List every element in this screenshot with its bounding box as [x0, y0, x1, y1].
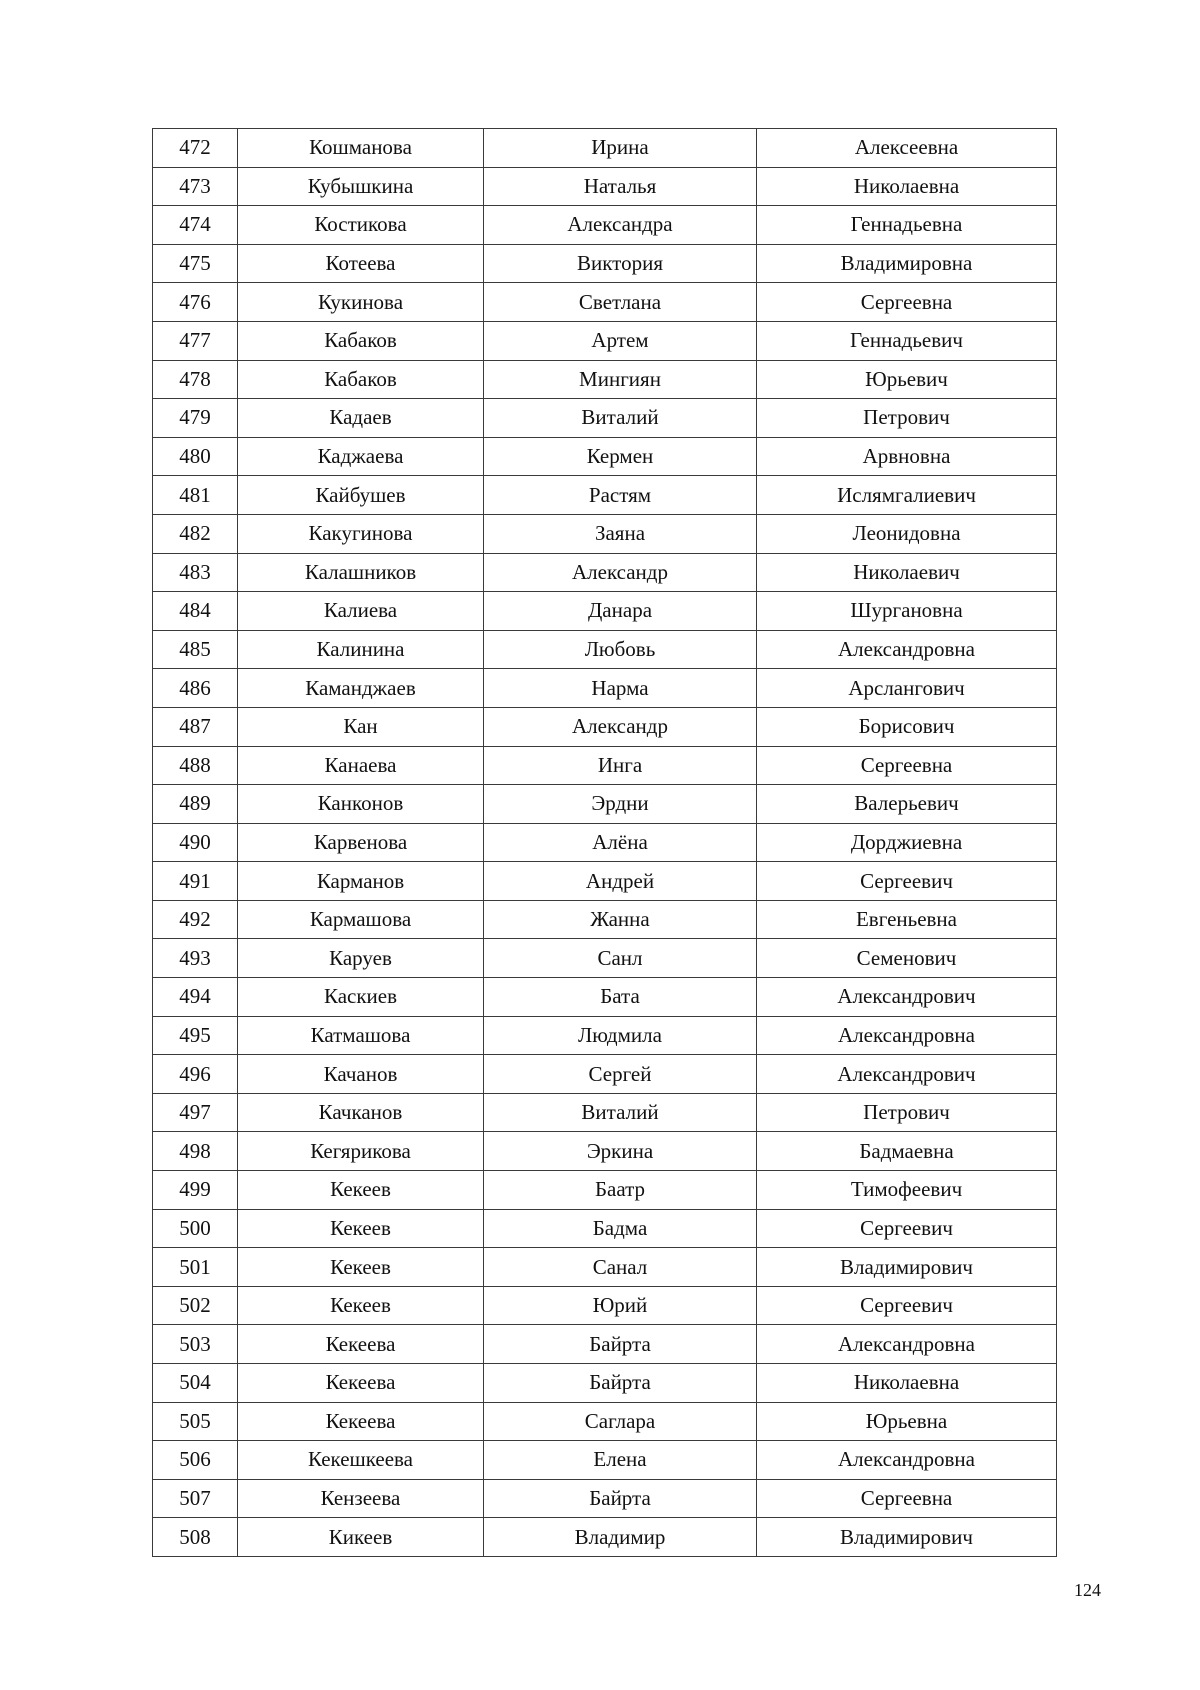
patronymic-cell: Александровна [757, 1016, 1057, 1055]
first-name-cell: Александр [484, 707, 757, 746]
table-row [153, 283, 1057, 322]
patronymic-cell: Владимирович [757, 1248, 1057, 1287]
first-name-cell: Эркина [484, 1132, 757, 1171]
first-name-cell: Ирина [484, 129, 757, 168]
table-row [153, 900, 1057, 939]
row-number-cell: 500 [153, 1209, 238, 1248]
patronymic-cell: Николаевна [757, 1364, 1057, 1403]
table-row [153, 244, 1057, 283]
row-number-cell: 490 [153, 823, 238, 862]
first-name-cell: Виталий [484, 1093, 757, 1132]
row-number-cell: 501 [153, 1248, 238, 1287]
row-number-cell: 474 [153, 206, 238, 245]
patronymic-cell: Шургановна [757, 592, 1057, 631]
surname-cell: Карманов [238, 862, 484, 901]
row-number-cell: 483 [153, 553, 238, 592]
table-row [153, 553, 1057, 592]
table-row [153, 939, 1057, 978]
patronymic-cell: Александровна [757, 630, 1057, 669]
patronymic-cell: Арвновна [757, 437, 1057, 476]
table-row [153, 1171, 1057, 1210]
patronymic-cell: Сергеевич [757, 1209, 1057, 1248]
table-row [153, 1055, 1057, 1094]
first-name-cell: Сергей [484, 1055, 757, 1094]
table-row [153, 746, 1057, 785]
table-row [153, 785, 1057, 824]
row-number-cell: 493 [153, 939, 238, 978]
first-name-cell: Артем [484, 321, 757, 360]
surname-cell: Кайбушев [238, 476, 484, 515]
surname-cell: Качанов [238, 1055, 484, 1094]
surname-cell: Каманджаев [238, 669, 484, 708]
first-name-cell: Владимир [484, 1518, 757, 1557]
row-number-cell: 475 [153, 244, 238, 283]
surname-cell: Кекеев [238, 1209, 484, 1248]
surname-cell: Кабаков [238, 360, 484, 399]
row-number-cell: 480 [153, 437, 238, 476]
surname-cell: Кубышкина [238, 167, 484, 206]
surname-cell: Каджаева [238, 437, 484, 476]
patronymic-cell: Дорджиевна [757, 823, 1057, 862]
first-name-cell: Баатр [484, 1171, 757, 1210]
patronymic-cell: Сергеевна [757, 1479, 1057, 1518]
first-name-cell: Эрдни [484, 785, 757, 824]
surname-cell: Кекеев [238, 1171, 484, 1210]
surname-cell: Кадаев [238, 399, 484, 438]
row-number-cell: 492 [153, 900, 238, 939]
patronymic-cell: Борисович [757, 707, 1057, 746]
table-row [153, 1286, 1057, 1325]
row-number-cell: 499 [153, 1171, 238, 1210]
row-number-cell: 489 [153, 785, 238, 824]
name-list-table [152, 128, 1057, 1557]
surname-cell: Катмашова [238, 1016, 484, 1055]
table-row [153, 1364, 1057, 1403]
patronymic-cell: Тимофеевич [757, 1171, 1057, 1210]
row-number-cell: 481 [153, 476, 238, 515]
first-name-cell: Бата [484, 978, 757, 1017]
first-name-cell: Александра [484, 206, 757, 245]
surname-cell: Кегярикова [238, 1132, 484, 1171]
patronymic-cell: Евгеньевна [757, 900, 1057, 939]
patronymic-cell: Александрович [757, 978, 1057, 1017]
patronymic-cell: Петрович [757, 399, 1057, 438]
first-name-cell: Саглара [484, 1402, 757, 1441]
surname-cell: Калиева [238, 592, 484, 631]
patronymic-cell: Сергеевна [757, 746, 1057, 785]
first-name-cell: Нарма [484, 669, 757, 708]
surname-cell: Каруев [238, 939, 484, 978]
surname-cell: Кекеев [238, 1248, 484, 1287]
first-name-cell: Бадма [484, 1209, 757, 1248]
row-number-cell: 502 [153, 1286, 238, 1325]
first-name-cell: Любовь [484, 630, 757, 669]
surname-cell: Котеева [238, 244, 484, 283]
row-number-cell: 477 [153, 321, 238, 360]
surname-cell: Кошманова [238, 129, 484, 168]
patronymic-cell: Алексеевна [757, 129, 1057, 168]
table-row [153, 437, 1057, 476]
table-row [153, 360, 1057, 399]
surname-cell: Канконов [238, 785, 484, 824]
row-number-cell: 506 [153, 1441, 238, 1480]
first-name-cell: Инга [484, 746, 757, 785]
row-number-cell: 505 [153, 1402, 238, 1441]
row-number-cell: 472 [153, 129, 238, 168]
table-row [153, 1325, 1057, 1364]
patronymic-cell: Владимирович [757, 1518, 1057, 1557]
first-name-cell: Данара [484, 592, 757, 631]
table-row [153, 978, 1057, 1017]
table-row [153, 129, 1057, 168]
row-number-cell: 486 [153, 669, 238, 708]
surname-cell: Какугинова [238, 514, 484, 553]
table-row [153, 592, 1057, 631]
first-name-cell: Андрей [484, 862, 757, 901]
row-number-cell: 491 [153, 862, 238, 901]
table-row [153, 514, 1057, 553]
patronymic-cell: Семенович [757, 939, 1057, 978]
first-name-cell: Елена [484, 1441, 757, 1480]
patronymic-cell: Николаевич [757, 553, 1057, 592]
row-number-cell: 487 [153, 707, 238, 746]
first-name-cell: Жанна [484, 900, 757, 939]
first-name-cell: Байрта [484, 1479, 757, 1518]
surname-cell: Кикеев [238, 1518, 484, 1557]
patronymic-cell: Валерьевич [757, 785, 1057, 824]
first-name-cell: Виктория [484, 244, 757, 283]
table-row [153, 1248, 1057, 1287]
surname-cell: Калашников [238, 553, 484, 592]
table-row [153, 1016, 1057, 1055]
row-number-cell: 495 [153, 1016, 238, 1055]
row-number-cell: 478 [153, 360, 238, 399]
row-number-cell: 482 [153, 514, 238, 553]
row-number-cell: 484 [153, 592, 238, 631]
row-number-cell: 498 [153, 1132, 238, 1171]
surname-cell: Кекеева [238, 1364, 484, 1403]
surname-cell: Кабаков [238, 321, 484, 360]
row-number-cell: 479 [153, 399, 238, 438]
first-name-cell: Наталья [484, 167, 757, 206]
row-number-cell: 473 [153, 167, 238, 206]
surname-cell: Кекеев [238, 1286, 484, 1325]
table-row [153, 630, 1057, 669]
table-row [153, 167, 1057, 206]
table-row [153, 1518, 1057, 1557]
surname-cell: Кан [238, 707, 484, 746]
patronymic-cell: Бадмаевна [757, 1132, 1057, 1171]
patronymic-cell: Петрович [757, 1093, 1057, 1132]
row-number-cell: 507 [153, 1479, 238, 1518]
row-number-cell: 497 [153, 1093, 238, 1132]
row-number-cell: 503 [153, 1325, 238, 1364]
surname-cell: Кензеева [238, 1479, 484, 1518]
first-name-cell: Виталий [484, 399, 757, 438]
surname-cell: Каскиев [238, 978, 484, 1017]
first-name-cell: Байрта [484, 1364, 757, 1403]
patronymic-cell: Александровна [757, 1441, 1057, 1480]
first-name-cell: Светлана [484, 283, 757, 322]
first-name-cell: Санал [484, 1248, 757, 1287]
table-row [153, 1402, 1057, 1441]
patronymic-cell: Александрович [757, 1055, 1057, 1094]
table-row [153, 1132, 1057, 1171]
first-name-cell: Алёна [484, 823, 757, 862]
patronymic-cell: Владимировна [757, 244, 1057, 283]
row-number-cell: 494 [153, 978, 238, 1017]
patronymic-cell: Сергеевич [757, 1286, 1057, 1325]
row-number-cell: 496 [153, 1055, 238, 1094]
surname-cell: Кекешкеева [238, 1441, 484, 1480]
patronymic-cell: Александровна [757, 1325, 1057, 1364]
table-row [153, 476, 1057, 515]
table-row [153, 399, 1057, 438]
table-row [153, 707, 1057, 746]
first-name-cell: Санл [484, 939, 757, 978]
table-row [153, 1093, 1057, 1132]
table-row [153, 1209, 1057, 1248]
table-row [153, 862, 1057, 901]
patronymic-cell: Ислямгалиевич [757, 476, 1057, 515]
row-number-cell: 508 [153, 1518, 238, 1557]
first-name-cell: Заяна [484, 514, 757, 553]
table-row [153, 1479, 1057, 1518]
table-row [153, 669, 1057, 708]
surname-cell: Кекеева [238, 1325, 484, 1364]
patronymic-cell: Леонидовна [757, 514, 1057, 553]
row-number-cell: 485 [153, 630, 238, 669]
surname-cell: Кармашова [238, 900, 484, 939]
first-name-cell: Кермен [484, 437, 757, 476]
table-row [153, 321, 1057, 360]
surname-cell: Кекеева [238, 1402, 484, 1441]
row-number-cell: 504 [153, 1364, 238, 1403]
patronymic-cell: Юрьевич [757, 360, 1057, 399]
first-name-cell: Мингиян [484, 360, 757, 399]
table-body [153, 129, 1057, 1557]
patronymic-cell: Геннадьевна [757, 206, 1057, 245]
first-name-cell: Александр [484, 553, 757, 592]
table-row [153, 823, 1057, 862]
patronymic-cell: Сергеевна [757, 283, 1057, 322]
patronymic-cell: Арслангович [757, 669, 1057, 708]
first-name-cell: Людмила [484, 1016, 757, 1055]
first-name-cell: Юрий [484, 1286, 757, 1325]
table-row [153, 1441, 1057, 1480]
row-number-cell: 476 [153, 283, 238, 322]
table-row [153, 206, 1057, 245]
row-number-cell: 488 [153, 746, 238, 785]
surname-cell: Качканов [238, 1093, 484, 1132]
surname-cell: Калинина [238, 630, 484, 669]
patronymic-cell: Николаевна [757, 167, 1057, 206]
first-name-cell: Байрта [484, 1325, 757, 1364]
page-number: 124 [1074, 1580, 1101, 1600]
first-name-cell: Растям [484, 476, 757, 515]
patronymic-cell: Сергеевич [757, 862, 1057, 901]
patronymic-cell: Юрьевна [757, 1402, 1057, 1441]
surname-cell: Кукинова [238, 283, 484, 322]
surname-cell: Костикова [238, 206, 484, 245]
surname-cell: Карвенова [238, 823, 484, 862]
surname-cell: Канаева [238, 746, 484, 785]
patronymic-cell: Геннадьевич [757, 321, 1057, 360]
